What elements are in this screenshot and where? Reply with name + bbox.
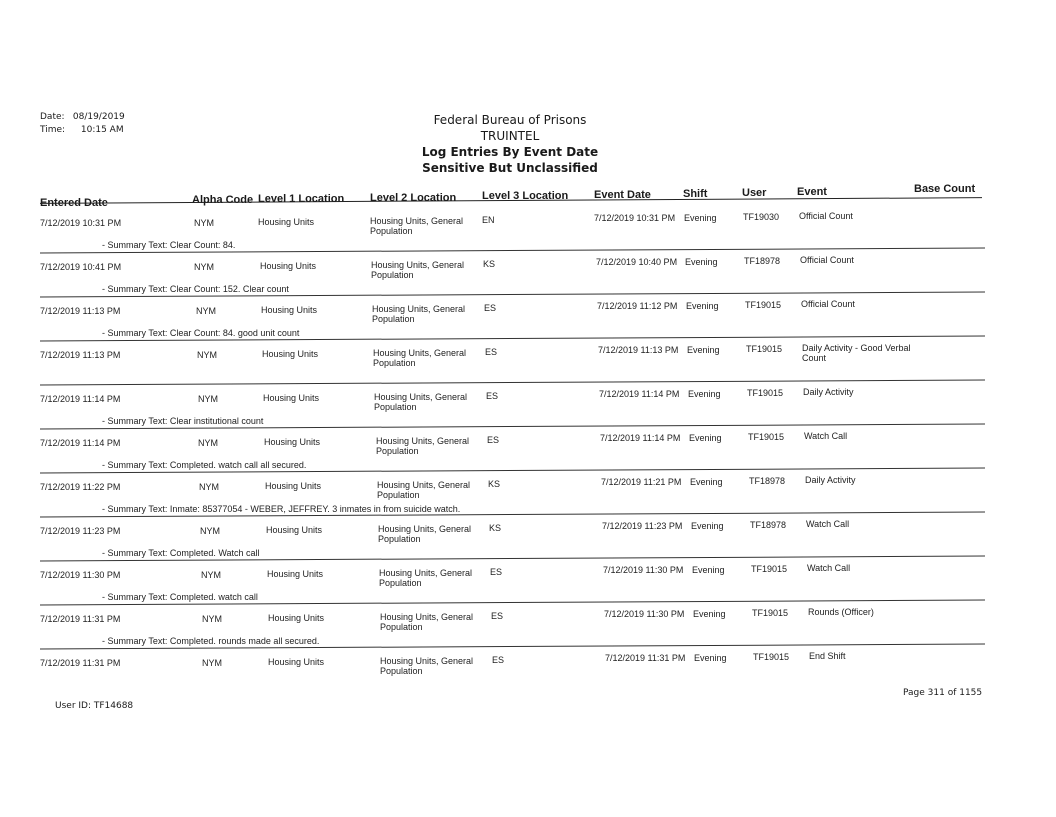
shift: Evening — [689, 433, 722, 443]
event-date: 7/12/2019 11:21 PM — [601, 477, 682, 487]
level3-location: KS — [489, 523, 502, 533]
level3-location: ES — [485, 347, 498, 357]
shift: Evening — [687, 345, 720, 355]
summary-text: - Summary Text: Inmate: 85377054 - WEBER, JEFFREY. 3 inmates in from suicide watch. — [102, 504, 461, 514]
shift: Evening — [691, 521, 724, 531]
user-id: TF19015 — [753, 652, 790, 662]
level2-location: Housing Units, General Population — [371, 260, 465, 280]
level1-location: Housing Units — [265, 481, 322, 491]
alpha-code: NYM — [201, 570, 221, 580]
entered-date: 7/12/2019 11:13 PM — [40, 306, 121, 316]
event-type: Official Count — [800, 255, 854, 265]
summary-text: - Summary Text: Completed. Watch call — [102, 548, 260, 558]
alpha-code: NYM — [198, 394, 218, 404]
event-date: 7/12/2019 11:14 PM — [600, 433, 681, 443]
level3-location: EN — [482, 215, 495, 225]
entered-date: 7/12/2019 10:41 PM — [40, 262, 122, 272]
level1-location: Housing Units — [258, 217, 315, 227]
user-id: TF19030 — [743, 212, 780, 222]
table-row — [40, 516, 990, 560]
level3-location: ES — [486, 391, 499, 401]
event-date: 7/12/2019 10:31 PM — [594, 213, 676, 223]
col-event: Event — [797, 186, 827, 198]
table-row — [40, 604, 990, 648]
event-type: Rounds (Officer) — [808, 607, 874, 617]
event-date: 7/12/2019 11:31 PM — [605, 653, 686, 663]
level2-location: Housing Units, General Population — [372, 304, 466, 324]
date-label: Date: — [40, 112, 65, 122]
level1-location: Housing Units — [262, 349, 319, 359]
time-value: 10:15 AM — [80, 125, 124, 135]
summary-text: - Summary Text: Clear Count: 84. good unit count — [102, 328, 300, 338]
alpha-code: NYM — [202, 658, 222, 668]
event-type: Watch Call — [806, 519, 850, 529]
event-type: End Shift — [809, 651, 846, 661]
shift: Evening — [684, 213, 717, 223]
event-date: 7/12/2019 11:23 PM — [602, 521, 683, 531]
level1-location: Housing Units — [263, 393, 320, 403]
level3-location: ES — [487, 435, 500, 445]
entered-date: 7/12/2019 11:14 PM — [40, 394, 121, 404]
level2-location: Housing Units, General Population — [380, 656, 474, 676]
summary-text: - Summary Text: Completed. rounds made all secured. — [102, 636, 320, 646]
level1-location: Housing Units — [264, 437, 321, 447]
user-id: TF19015 — [751, 564, 788, 574]
alpha-code: NYM — [194, 218, 214, 228]
entered-date: 7/12/2019 11:13 PM — [40, 350, 121, 360]
title-classification: Sensitive But Unclassified — [422, 161, 598, 175]
title-report-name: Log Entries By Event Date — [421, 145, 599, 159]
alpha-code: NYM — [200, 526, 220, 536]
event-date: 7/12/2019 11:12 PM — [597, 301, 678, 311]
shift: Evening — [692, 565, 725, 575]
user-id: TF18978 — [750, 520, 787, 530]
level3-location: KS — [483, 259, 496, 269]
col-level1-location: Level 1 Location — [258, 193, 345, 205]
level1-location: Housing Units — [268, 613, 325, 623]
summary-text: - Summary Text: Clear Count: 84. — [102, 240, 236, 250]
event-type: Watch Call — [804, 431, 848, 441]
shift: Evening — [690, 477, 723, 487]
table-row — [40, 208, 990, 252]
time-label: Time: — [40, 125, 66, 135]
user-id: TF19015 — [747, 388, 784, 398]
table-row — [40, 648, 990, 692]
entered-date: 7/12/2019 11:31 PM — [40, 658, 121, 668]
level2-location: Housing Units, General Population — [379, 568, 473, 588]
event-date: 7/12/2019 11:30 PM — [604, 609, 685, 619]
col-user: User — [742, 187, 767, 199]
event-type: Daily Activity - Good Verbal Count — [802, 343, 911, 363]
title-system: TRUINTEL — [480, 129, 540, 143]
event-type: Watch Call — [807, 563, 851, 573]
level1-location: Housing Units — [267, 569, 324, 579]
entered-date: 7/12/2019 11:22 PM — [40, 482, 121, 492]
level2-location: Housing Units, General Population — [374, 392, 468, 412]
alpha-code: NYM — [199, 482, 219, 492]
table-row — [40, 340, 990, 384]
table-row — [40, 472, 990, 516]
table-header — [40, 182, 980, 210]
alpha-code: NYM — [196, 306, 216, 316]
event-type: Official Count — [799, 211, 853, 221]
event-date: 7/12/2019 11:14 PM — [599, 389, 680, 399]
col-alpha-code: Alpha Code — [192, 194, 254, 206]
event-type: Daily Activity — [805, 475, 856, 485]
col-level3-location: Level 3 Location — [482, 190, 569, 202]
level2-location: Housing Units, General Population — [380, 612, 474, 632]
entered-date: 7/12/2019 11:30 PM — [40, 570, 121, 580]
level1-location: Housing Units — [260, 261, 317, 271]
event-type: Daily Activity — [803, 387, 854, 397]
table-row — [40, 252, 990, 296]
user-id: TF19015 — [748, 432, 785, 442]
summary-text: - Summary Text: Clear Count: 152. Clear count — [102, 284, 289, 294]
page-number: Page 311 of 1155 — [903, 688, 983, 698]
alpha-code: NYM — [194, 262, 214, 272]
report-time — [40, 125, 124, 135]
log-entries-table — [40, 208, 990, 692]
level3-location: ES — [490, 567, 503, 577]
report-title — [400, 112, 620, 176]
col-event-date: Event Date — [594, 189, 651, 201]
summary-text: - Summary Text: Completed. watch call — [102, 592, 258, 602]
event-date: 7/12/2019 10:40 PM — [596, 257, 678, 267]
col-entered-date: Entered Date — [40, 197, 108, 209]
user-id: TF19015 — [745, 300, 782, 310]
event-type: Official Count — [801, 299, 855, 309]
level3-location: ES — [484, 303, 497, 313]
shift: Evening — [686, 301, 719, 311]
col-shift: Shift — [683, 188, 708, 200]
entered-date: 7/12/2019 10:31 PM — [40, 218, 122, 228]
shift: Evening — [688, 389, 721, 399]
user-id: TF18978 — [744, 256, 781, 266]
level2-location: Housing Units, General Population — [373, 348, 467, 368]
table-row — [40, 384, 990, 428]
table-row — [40, 428, 990, 472]
user-id: TF18978 — [749, 476, 786, 486]
user-id: TF19015 — [746, 344, 783, 354]
entered-date: 7/12/2019 11:31 PM — [40, 614, 121, 624]
level3-location: ES — [491, 611, 504, 621]
shift: Evening — [693, 609, 726, 619]
level1-location: Housing Units — [266, 525, 323, 535]
entered-date: 7/12/2019 11:14 PM — [40, 438, 121, 448]
date-value: 08/19/2019 — [72, 112, 125, 122]
level2-location: Housing Units, General Population — [377, 480, 471, 500]
alpha-code: NYM — [198, 438, 218, 448]
user-id: TF19015 — [752, 608, 789, 618]
summary-text: - Summary Text: Clear institutional count — [102, 416, 264, 426]
report-date — [40, 112, 125, 122]
level2-location: Housing Units, General Population — [376, 436, 470, 456]
footer-user-id: User ID: TF14688 — [55, 701, 134, 711]
event-date: 7/12/2019 11:13 PM — [598, 345, 679, 355]
event-date: 7/12/2019 11:30 PM — [603, 565, 684, 575]
level2-location: Housing Units, General Population — [370, 216, 464, 236]
shift: Evening — [694, 653, 727, 663]
alpha-code: NYM — [202, 614, 222, 624]
level3-location: KS — [488, 479, 501, 489]
alpha-code: NYM — [197, 350, 217, 360]
title-agency: Federal Bureau of Prisons — [433, 113, 587, 127]
level1-location: Housing Units — [268, 657, 325, 667]
col-base-count: Base Count — [914, 183, 976, 195]
table-row — [40, 296, 990, 340]
entered-date: 7/12/2019 11:23 PM — [40, 526, 121, 536]
table-row — [40, 560, 990, 604]
col-level2-location: Level 2 Location — [370, 192, 457, 204]
shift: Evening — [685, 257, 718, 267]
summary-text: - Summary Text: Completed. watch call all secured. — [102, 460, 307, 470]
level2-location: Housing Units, General Population — [378, 524, 472, 544]
level3-location: ES — [492, 655, 505, 665]
level1-location: Housing Units — [261, 305, 318, 315]
